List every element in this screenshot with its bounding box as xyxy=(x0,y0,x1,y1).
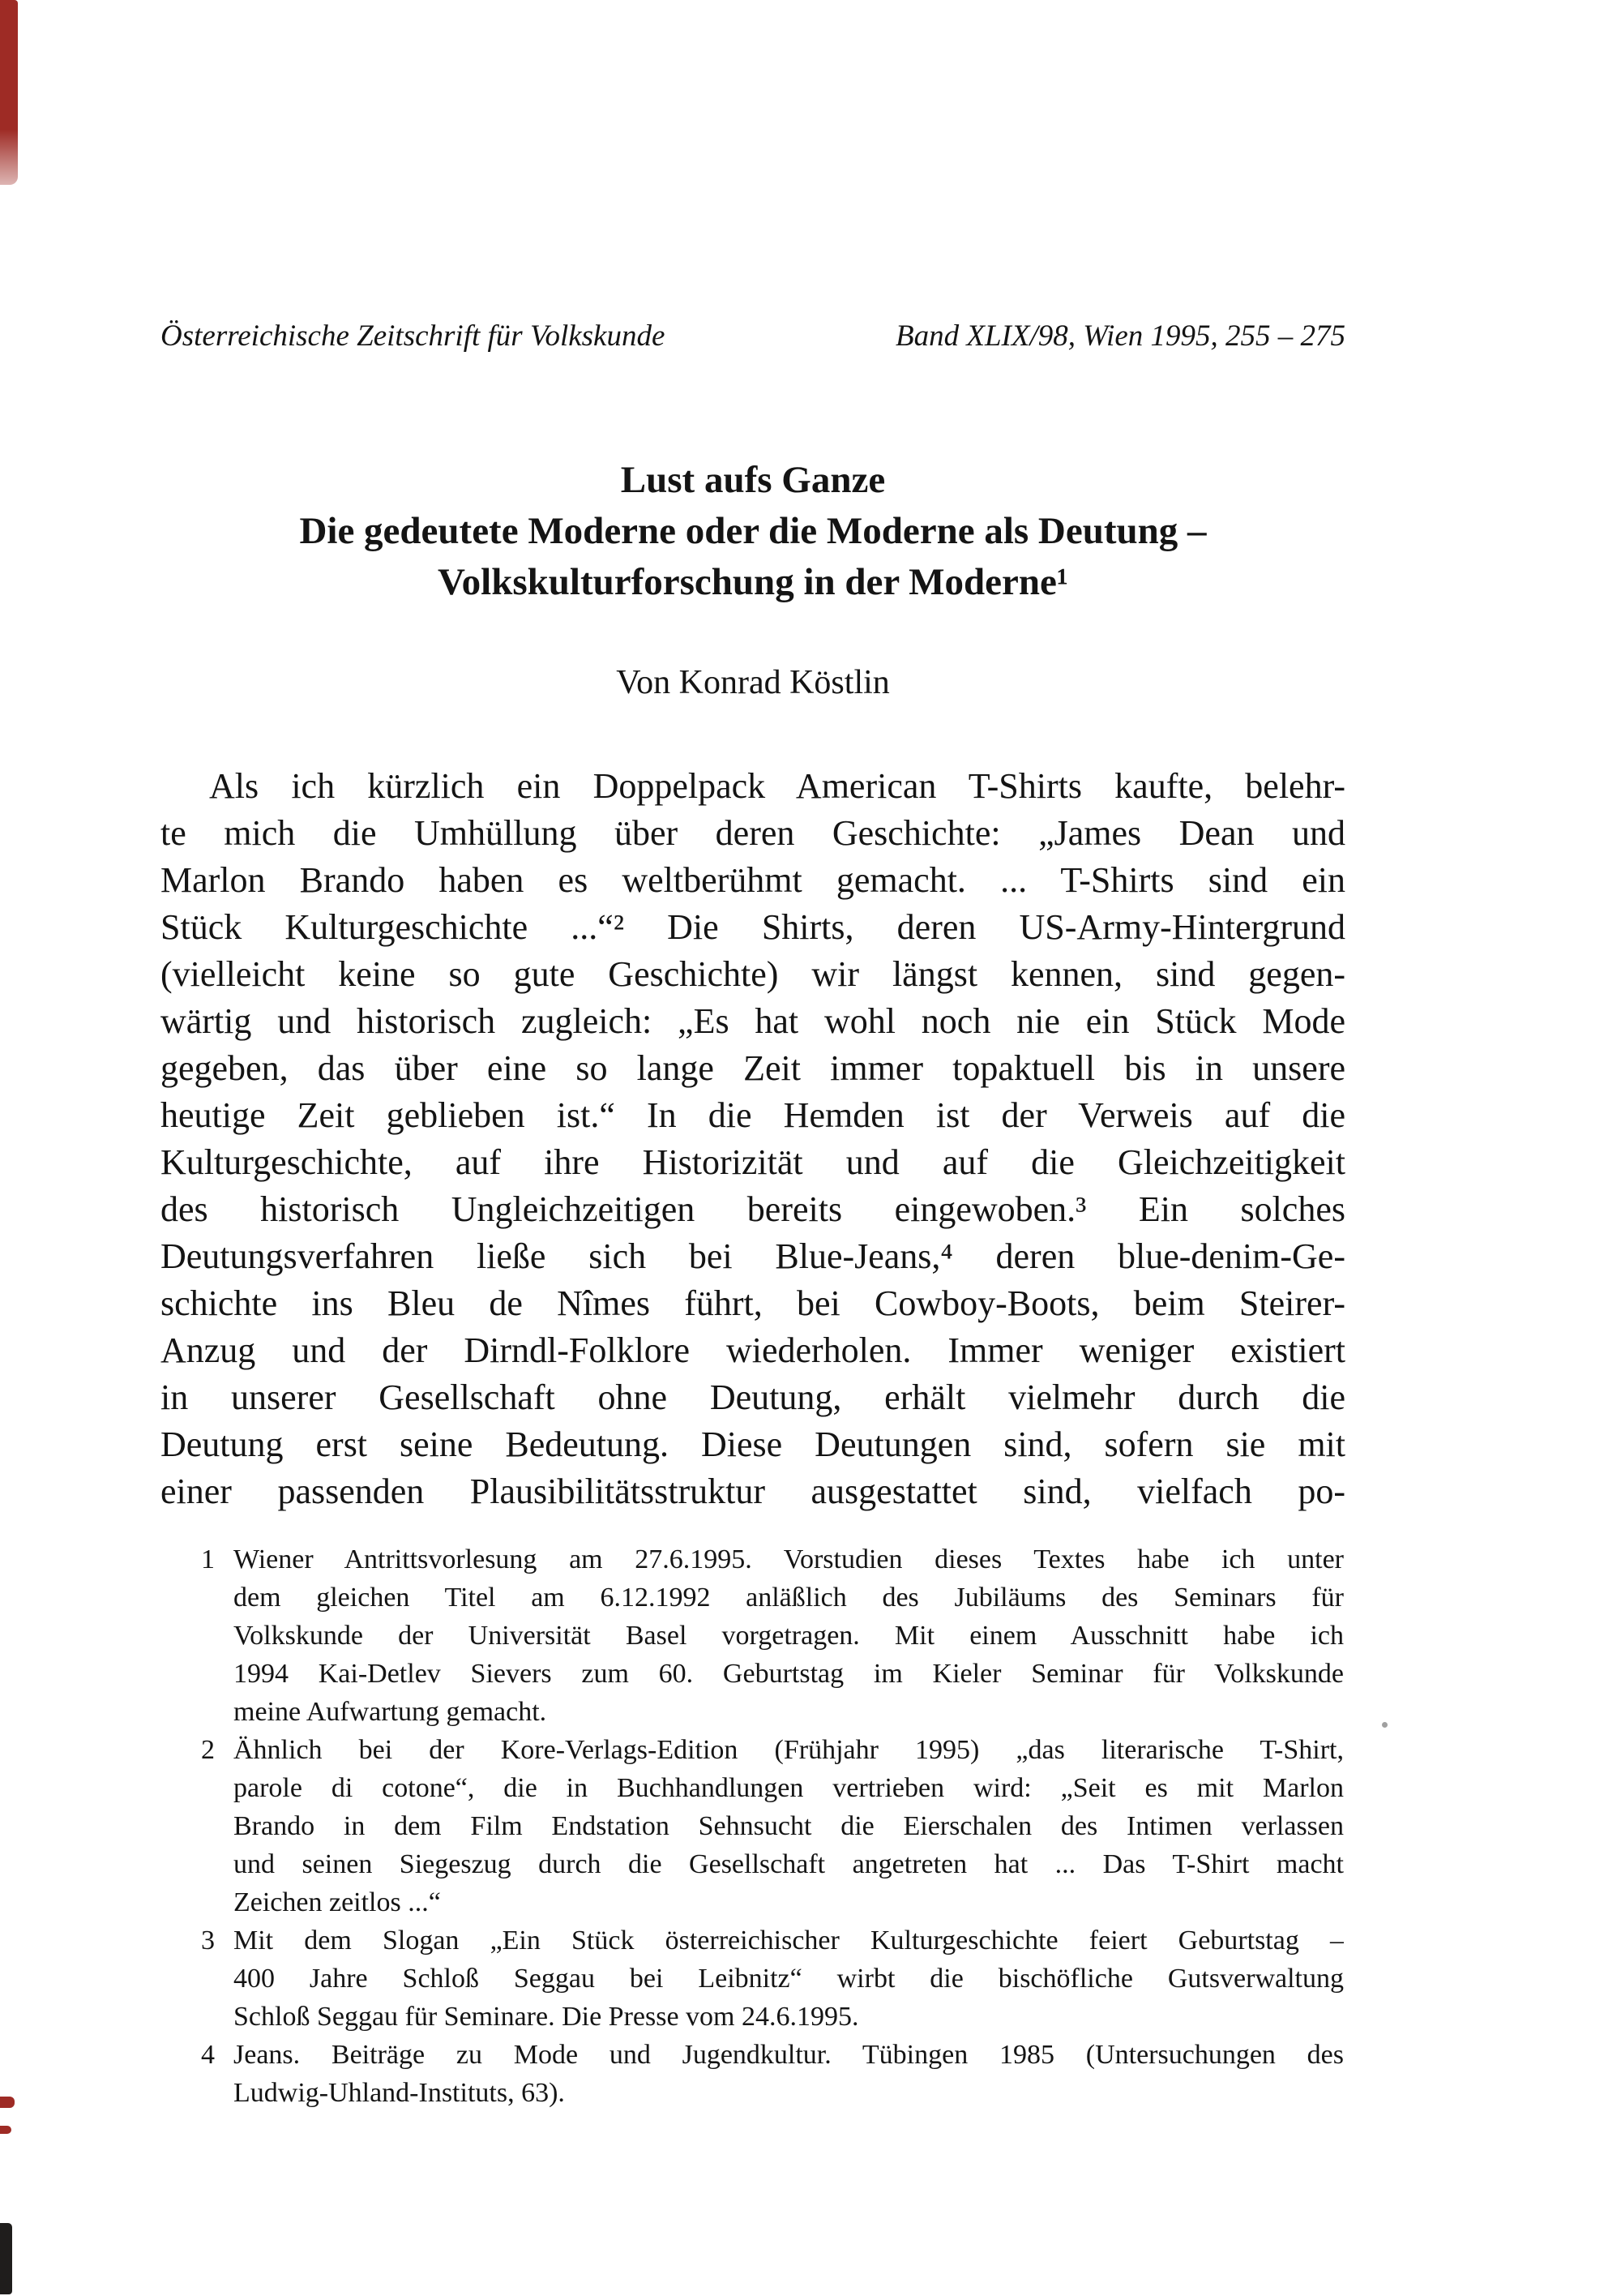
scan-artifact-red-dash-2 xyxy=(0,2126,11,2134)
journal-name: Österreichische Zeitschrift für Volkskunde xyxy=(160,319,665,353)
body-line: Deutung erst seine Bedeutung. Diese Deutungen sind, sofern sie mit xyxy=(160,1424,1345,1464)
scan-artifact-red-dash-1 xyxy=(0,2097,15,2108)
body-line: wärtig und historisch zugleich: „Es hat wohl noch nie ein Stück Mode xyxy=(160,1001,1345,1041)
body-line: Anzug und der Dirndl-Folklore wiederholen. Immer weniger existiert xyxy=(160,1330,1345,1370)
volume-info: Band XLIX/98, Wien 1995, 255 – 275 xyxy=(896,319,1345,353)
body-line: Kulturgeschichte, auf ihre Historizität und auf die Gleichzeitigkeit xyxy=(160,1142,1345,1182)
footnote-4 xyxy=(160,2036,1345,2112)
footnote-line: parole di cotone“, die in Buchhandlungen vertrieben wird: „Seit es mit Marlon xyxy=(233,1773,1344,1803)
footnote-line: 1994 Kai-Detlev Sievers zum 60. Geburtstag im Kieler Seminar für Volkskunde xyxy=(233,1659,1344,1689)
body-line: Marlon Brando haben es weltberühmt gemacht. ... T-Shirts sind ein xyxy=(160,860,1345,900)
footnote-line: Ludwig-Uhland-Instituts, 63). xyxy=(233,2078,565,2108)
footnote-text xyxy=(233,1921,1344,2036)
body-line: heutige Zeit geblieben ist.“ In die Hemden ist der Verweis auf die xyxy=(160,1095,1345,1135)
footnote-line: Brando in dem Film Endstation Sehnsucht die Eierschalen des Intimen verlassen xyxy=(233,1811,1344,1841)
body-line: Als ich kürzlich ein Doppelpack American T-Shirts kaufte, belehr- xyxy=(209,766,1345,806)
footnote-line: dem gleichen Titel am 6.12.1992 anläßlich des Jubiläums des Seminars für xyxy=(233,1583,1344,1613)
body-line: (vielleicht keine so gute Geschichte) wir längst kennen, sind gegen- xyxy=(160,954,1345,994)
footnote-2 xyxy=(160,1731,1345,1921)
footnote-number: 2 xyxy=(201,1735,215,1765)
body-line: gegeben, das über eine so lange Zeit immer topaktuell bis in unsere xyxy=(160,1048,1345,1088)
article-title xyxy=(160,455,1345,608)
footnote-line: 400 Jahre Schloß Seggau bei Leibnitz“ wirbt die bischöfliche Gutsverwaltung xyxy=(233,1964,1344,1994)
body-line: Deutungsverfahren ließe sich bei Blue-Jeans,⁴ deren blue-denim-Ge- xyxy=(160,1236,1345,1276)
footnote-line: Ähnlich bei der Kore-Verlags-Edition (Frühjahr 1995) „das literarische T-Shirt, xyxy=(233,1735,1344,1765)
footnote-line: Wiener Antrittsvorlesung am 27.6.1995. Vorstudien dieses Textes habe ich unter xyxy=(233,1544,1344,1574)
footnote-text xyxy=(233,1540,1344,1731)
scan-artifact-red-top-edge xyxy=(0,0,18,185)
footnote-line: Schloß Seggau für Seminare. Die Presse vom 24.6.1995. xyxy=(233,2002,859,2032)
title-line-1: Lust aufs Ganze xyxy=(620,459,886,501)
title-line-2: Die gedeutete Moderne oder die Moderne als Deutung – xyxy=(299,510,1207,552)
footnote-line: Zeichen zeitlos ...“ xyxy=(233,1887,441,1917)
footnote-text xyxy=(233,2036,1344,2112)
footnote-text xyxy=(233,1731,1344,1921)
footnote-number: 4 xyxy=(201,2040,215,2070)
footnote-line: Jeans. Beiträge zu Mode und Jugendkultur. Tübingen 1985 (Untersuchungen des xyxy=(233,2040,1344,2070)
body-line: in unserer Gesellschaft ohne Deutung, erhält vielmehr durch die xyxy=(160,1377,1345,1417)
scan-artifact-black-bottom-edge xyxy=(0,2223,12,2294)
footnote-1 xyxy=(160,1540,1345,1731)
footnote-line: meine Aufwartung gemacht. xyxy=(233,1697,547,1727)
author-byline: Von Konrad Köstlin xyxy=(616,664,890,701)
body-line: einer passenden Plausibilitätsstruktur ausgestattet sind, vielfach po- xyxy=(160,1471,1345,1511)
footnote-number: 3 xyxy=(201,1925,215,1955)
body-line: schichte ins Bleu de Nîmes führt, bei Cowboy-Boots, beim Steirer- xyxy=(160,1283,1345,1323)
footnote-line: Mit dem Slogan „Ein Stück österreichischer Kulturgeschichte feiert Geburtstag – xyxy=(233,1925,1344,1955)
footnote-line: und seinen Siegeszug durch die Gesellschaft angetreten hat ... Das T-Shirt macht xyxy=(233,1849,1344,1879)
body-line: te mich die Umhüllung über deren Geschichte: „James Dean und xyxy=(160,813,1345,853)
footnote-3 xyxy=(160,1921,1345,2036)
body-line: Stück Kulturgeschichte ...“² Die Shirts, deren US-Army-Hintergrund xyxy=(160,907,1345,947)
scan-artifact-speck xyxy=(1382,1722,1388,1728)
body-paragraph xyxy=(160,763,1345,1515)
footnotes-section xyxy=(160,1540,1345,2112)
body-line: des historisch Ungleichzeitigen bereits eingewoben.³ Ein solches xyxy=(160,1189,1345,1229)
journal-running-head xyxy=(160,317,1345,356)
footnote-line: Volkskunde der Universität Basel vorgetragen. Mit einem Ausschnitt habe ich xyxy=(233,1621,1344,1651)
footnote-number: 1 xyxy=(201,1544,215,1574)
title-line-3: Volkskulturforschung in der Moderne¹ xyxy=(438,561,1068,603)
